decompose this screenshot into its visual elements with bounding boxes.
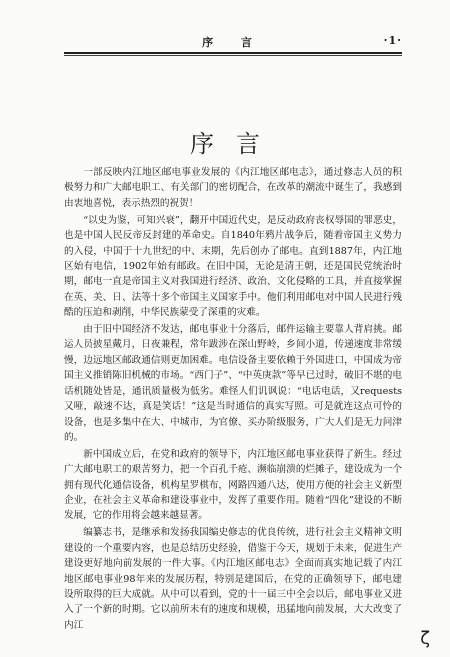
running-header: [64, 30, 402, 50]
paragraph-2: “以史为鉴，可知兴衰”，翻开中国近代史，是反动政府丧权辱国的罪恶史，也是中国人民反帝反封建的革命史。自1840年鸦片战争后，随着帝国主义势力的入侵，中国于十九世纪的中、末期，先后创办了邮电。直到1887年，内江地区始有电信，1902年始有邮政。在旧中国，无论是清王朝，还是国民党统治时期，邮电一直是帝国主义对我国进行经济、政治、文化侵略的工具，并直接掌握在英、美、日、法等十多个帝国主义国家手中。他们利用邮电对中国人民进行残酷的压迫和剥削，中华民族蒙受了深重的灾难。: [64, 214, 402, 319]
page-number: ·1·: [383, 34, 402, 47]
paragraph-1: 一部反映内江地区邮电事业发展的《内江地区邮电志》，通过修志人员的积极努力和广大邮电职工、有关部门的密切配合，在改革的潮流中诞生了，我感到由衷地喜悦，表示热烈的祝贺！: [64, 167, 402, 209]
header-rule-thick: [64, 52, 402, 54]
paragraph-3: 由于旧中国经济不发达，邮电事业十分落后，邮件运输主要靠人背肩挑。邮运人员披星戴月，日夜兼程，常年跋涉在深山野岭，乡间小道，传递速度非常缓慢，边远地区邮政通信则更加困难。电信设备主要依赖于外国进口，中国成为帝国主义推销陈旧机械的市场。“西门子”、“中英庚款”等早已过时，破旧不堪的电话机随处皆是，通讯质量极为低劣。难怪人们讥讽说：“电话电话，又requests又哑，敲速不达，真是笑话！”这是当时通信的真实写照。可是就连这点可怜的设备，也是多集中在大、中城市，为官僚、买办阶级服务，广大人们是无力问津的。: [64, 324, 402, 443]
header-title: 序 言: [202, 36, 264, 49]
header-rule-thin: [64, 55, 402, 56]
handwritten-mark: ζ: [420, 628, 430, 649]
paragraph-4: 新中国成立后，在党和政府的领导下，内江地区邮电事业获得了新生。经过广大邮电职工的艰苦努力，把一个百孔千疮、濒临崩溃的烂摊子，建设成为一个拥有现代化通信设备，机构星罗棋布，网路四通八达，使用方便的社会主义新型企业，在社会主义革命和建设事业中，发挥了重要作用。随着“四化”建设的不断发展，它的作用将会越来越显著。: [64, 448, 402, 522]
body-text: [64, 165, 402, 635]
page-title: 序言: [190, 130, 282, 159]
paragraph-5: 编纂志书，是继承和发扬我国编史修志的优良传统，进行社会主义精神文明建设的一个重要内容，也是总结历史经验，借鉴于今天，规划于未来，促进生产建设更好地向前发展的一件大事。《内江地区邮电志》全面而真实地记载了内江地区邮电事业98年来的发展历程，特别是建国后，在党的正确领导下，邮电建设所取得的巨大成就。从中可以看到，党的十一届三中全会以后，邮电事业又进入了一个新的时期。它以前所未有的速度和规模，迅猛地向前发展，大大改变了内江: [64, 527, 402, 631]
